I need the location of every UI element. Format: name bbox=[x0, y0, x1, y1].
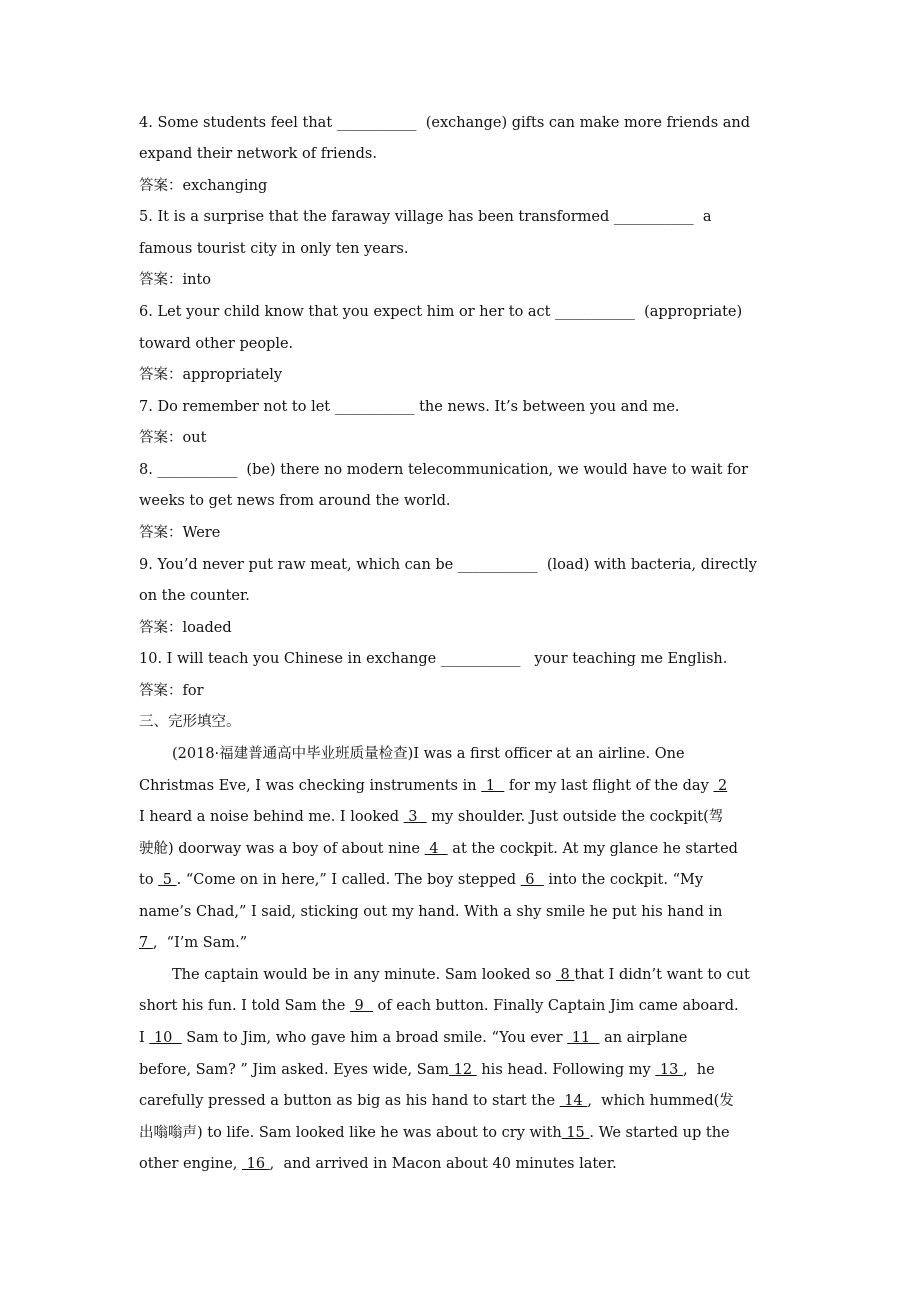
cloze-text: The captain would be in any minute. Sam looked so bbox=[172, 967, 556, 983]
cloze-blank: 4 bbox=[424, 841, 448, 857]
cloze-line bbox=[172, 745, 685, 763]
cloze-line bbox=[139, 1155, 617, 1173]
cloze-line bbox=[139, 1092, 734, 1110]
q6-line-2: toward other people. bbox=[139, 336, 294, 352]
cloze-text: other engine, bbox=[139, 1156, 242, 1172]
q9-answer: 答案：loaded bbox=[139, 620, 232, 636]
cloze-text: carefully pressed a button as big as his hand to start the bbox=[139, 1093, 560, 1109]
q9-line-1: 9. You’d never put raw meat, which can be ___________ (load) with bacteria, directly bbox=[139, 557, 757, 573]
cloze-line bbox=[139, 808, 723, 826]
cloze-text: into the cockpit. “My bbox=[543, 872, 704, 888]
cloze-text: , he bbox=[682, 1062, 715, 1078]
cloze-blank: 1 bbox=[481, 778, 505, 794]
cloze-blank: 11 bbox=[567, 1030, 600, 1046]
section-heading-cloze: 三、完形填空。 bbox=[139, 714, 241, 730]
cloze-blank: 9 bbox=[349, 998, 373, 1014]
cloze-text: an airplane bbox=[599, 1030, 688, 1046]
cloze-line bbox=[139, 871, 703, 889]
cloze-text: before, Sam? ” Jim asked. Eyes wide, Sam bbox=[139, 1062, 450, 1078]
cloze-line bbox=[139, 840, 738, 858]
cloze-line bbox=[139, 1029, 687, 1047]
q7-answer: 答案：out bbox=[139, 430, 207, 446]
cloze-text: of each button. Finally Captain Jim came aboard. bbox=[372, 998, 739, 1014]
cloze-text: , which hummed(发 bbox=[587, 1093, 734, 1109]
cloze-line bbox=[139, 903, 722, 921]
cloze-text: Sam to Jim, who gave him a broad smile. “You ever bbox=[181, 1030, 568, 1046]
cloze-text: that I didn’t want to cut bbox=[574, 967, 750, 983]
cloze-text: name’s Chad,” I said, sticking out my hand. With a shy smile he put his hand in bbox=[139, 904, 723, 920]
cloze-line bbox=[139, 1124, 730, 1142]
q7-line-1: 7. Do remember not to let ___________ the news. It’s between you and me. bbox=[139, 399, 680, 415]
q6-answer: 答案：appropriately bbox=[139, 367, 283, 383]
cloze-blank: 3 bbox=[403, 809, 427, 825]
cloze-blank: 2 bbox=[713, 778, 728, 794]
cloze-text: I heard a noise behind me. I looked bbox=[139, 809, 404, 825]
cloze-text: , and arrived in Macon about 40 minutes later. bbox=[269, 1156, 617, 1172]
cloze-text: short his fun. I told Sam the bbox=[139, 998, 350, 1014]
q4-line-1: 4. Some students feel that ___________ (exchange) gifts can make more friends and bbox=[139, 115, 751, 131]
cloze-blank: 13 bbox=[655, 1062, 683, 1078]
cloze-text: to bbox=[139, 872, 159, 888]
cloze-blank: 10 bbox=[149, 1030, 182, 1046]
q9-line-2: on the counter. bbox=[139, 588, 250, 604]
cloze-line bbox=[172, 966, 750, 984]
q4-line-2: expand their network of friends. bbox=[139, 146, 377, 162]
cloze-blank: 12 bbox=[449, 1062, 477, 1078]
cloze-line bbox=[139, 934, 247, 952]
cloze-text: at the cockpit. At my glance he started bbox=[447, 841, 738, 857]
cloze-line bbox=[139, 997, 739, 1015]
q5-line-1: 5. It is a surprise that the faraway village has been transformed ___________ a bbox=[139, 209, 712, 225]
cloze-text: Christmas Eve, I was checking instruments in bbox=[139, 778, 482, 794]
cloze-text: . “Come on in here,” I called. The boy stepped bbox=[176, 872, 521, 888]
q8-line-2: weeks to get news from around the world. bbox=[139, 493, 451, 509]
cloze-blank: 15 bbox=[561, 1125, 590, 1141]
cloze-text: (2018·福建普通高中毕业班质量检查)I was a first officer at an airline. One bbox=[172, 746, 685, 762]
cloze-line bbox=[139, 1061, 715, 1079]
cloze-text: for my last flight of the day bbox=[504, 778, 714, 794]
cloze-text: . We started up the bbox=[589, 1125, 730, 1141]
cloze-text: 驶舱) doorway was a boy of about nine bbox=[139, 841, 425, 857]
cloze-line bbox=[139, 777, 727, 795]
q4-answer: 答案：exchanging bbox=[139, 178, 268, 194]
q10-answer: 答案：for bbox=[139, 683, 204, 699]
cloze-text: his head. Following my bbox=[476, 1062, 656, 1078]
q10-line-1: 10. I will teach you Chinese in exchange ___________ your teaching me English. bbox=[139, 651, 728, 667]
q5-answer: 答案：into bbox=[139, 272, 212, 288]
cloze-blank: 6 bbox=[520, 872, 544, 888]
cloze-blank: 8 bbox=[555, 967, 575, 983]
cloze-text: , “I’m Sam.” bbox=[152, 935, 248, 951]
cloze-text: I bbox=[139, 1030, 150, 1046]
cloze-blank: 5 bbox=[158, 872, 177, 888]
q8-answer: 答案：Were bbox=[139, 525, 221, 541]
q5-line-2: famous tourist city in only ten years. bbox=[139, 241, 409, 257]
cloze-text: 出嗡嗡声) to life. Sam looked like he was about to cry with bbox=[139, 1125, 562, 1141]
q8-line-1: 8. ___________ (be) there no modern telecommunication, we would have to wait for bbox=[139, 462, 749, 478]
cloze-text: my shoulder. Just outside the cockpit(驾 bbox=[426, 809, 724, 825]
cloze-blank: 7 bbox=[139, 935, 153, 951]
q6-line-1: 6. Let your child know that you expect him or her to act ___________ (appropriate) bbox=[139, 304, 743, 320]
cloze-blank: 14 bbox=[559, 1093, 588, 1109]
cloze-blank: 16 bbox=[242, 1156, 270, 1172]
